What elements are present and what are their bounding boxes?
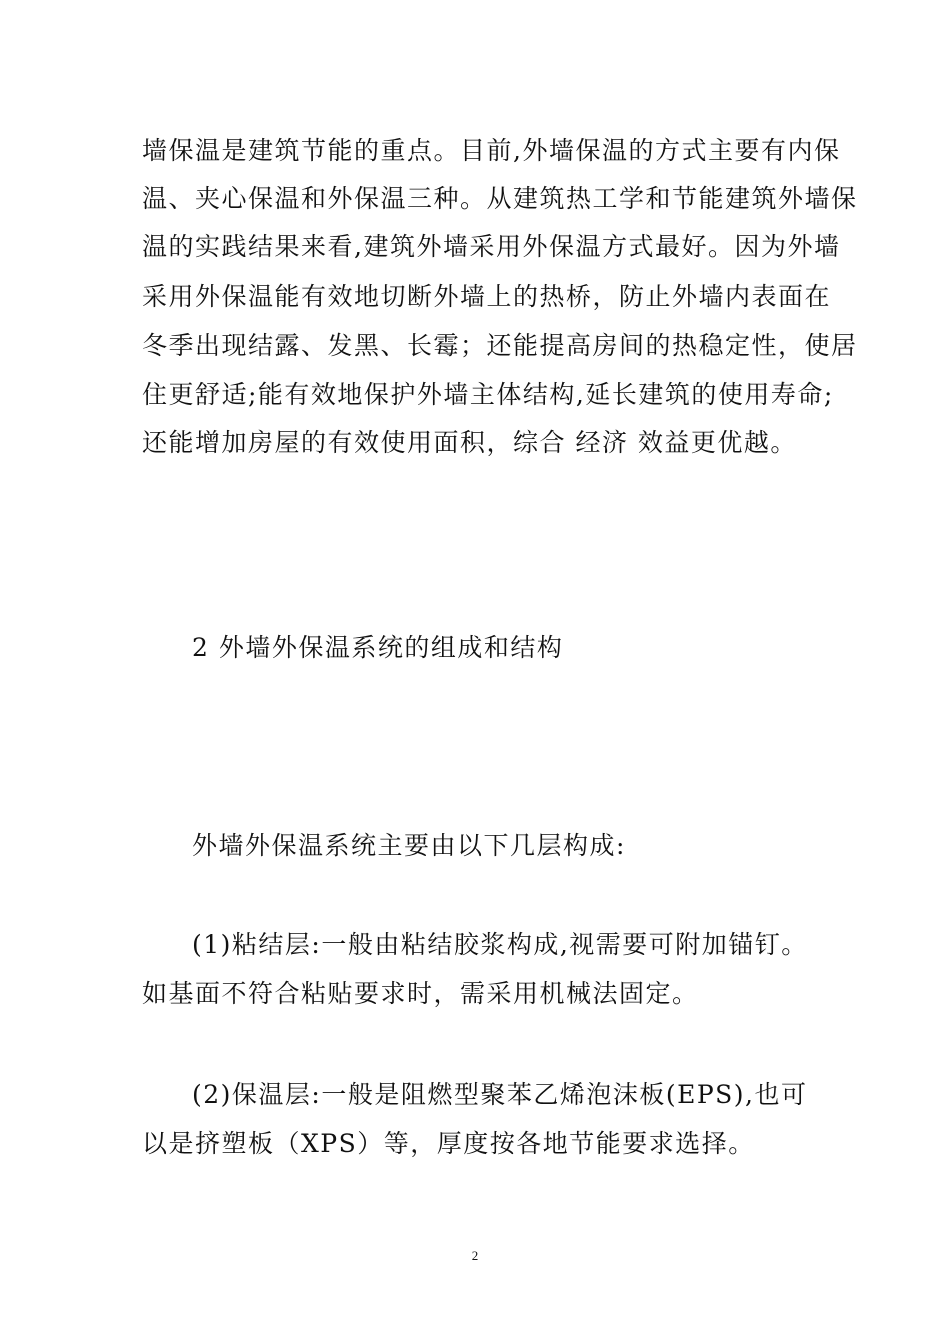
paragraph-line: 还能增加房屋的有效使用面积，综合 经济 效益更优越。 <box>142 428 797 457</box>
page-number: 2 <box>471 1248 479 1263</box>
list-item-line: (2)保温层:一般是阻燃型聚苯乙烯泡沫板(EPS),也可 <box>192 1080 808 1109</box>
paragraph-line: 采用外保温能有效地切断外墙上的热桥，防止外墙内表面在 <box>142 282 832 311</box>
section-heading: 2 外墙外保温系统的组成和结构 <box>192 633 564 662</box>
list-item-line: 如基面不符合粘贴要求时，需采用机械法固定。 <box>142 979 699 1008</box>
paragraph-line: 住更舒适;能有效地保护外墙主体结构,延长建筑的使用寿命; <box>142 380 834 409</box>
paragraph-line: 温的实践结果来看,建筑外墙采用外保温方式最好。因为外墙 <box>142 232 841 261</box>
paragraph-line: 冬季出现结露、发黑、长霉；还能提高房间的热稳定性，使居 <box>142 331 858 360</box>
paragraph-line: 墙保温是建筑节能的重点。目前,外墙保温的方式主要有内保 <box>142 136 841 165</box>
list-item-line: 以是挤塑板（XPS）等，厚度按各地节能要求选择。 <box>142 1129 755 1158</box>
list-item-line: (1)粘结层:一般由粘结胶浆构成,视需要可附加锚钉。 <box>192 930 808 959</box>
paragraph-line: 温、夹心保温和外保温三种。从建筑热工学和节能建筑外墙保 <box>142 184 858 213</box>
paragraph-line: 外墙外保温系统主要由以下几层构成: <box>192 831 626 860</box>
